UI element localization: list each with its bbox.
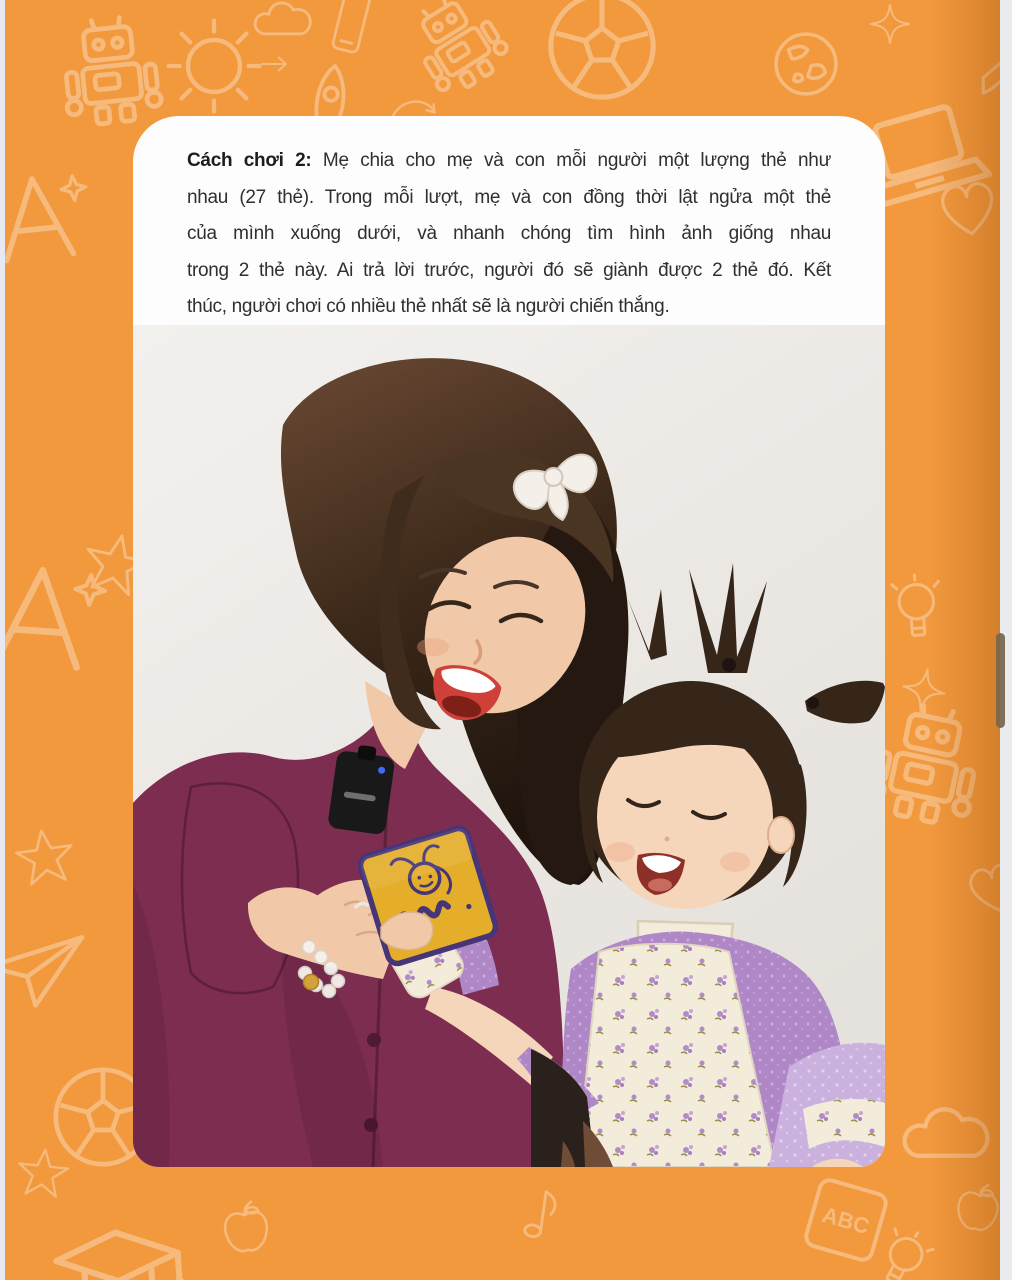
content-card: [133, 116, 885, 1167]
lightbulb-icon: [872, 1223, 936, 1280]
viewer-left-edge: [0, 0, 5, 1280]
cloud-icon: [255, 3, 310, 34]
apple-icon: [223, 1200, 270, 1252]
photo-illustration: [133, 325, 885, 1167]
scrollbar-thumb[interactable]: [996, 633, 1005, 728]
graduation-cap-icon: [55, 1228, 186, 1280]
instruction-line: thúc, người chơi có nhiều thẻ nhất sẽ là người chiến thắng.: [187, 296, 670, 317]
arrow-icon: [262, 58, 286, 71]
music-note-icon: [524, 1190, 557, 1239]
robot-icon: [400, 0, 514, 101]
child-ear: [768, 817, 794, 853]
abc-card-icon: [804, 1178, 888, 1262]
star-icon: [14, 827, 76, 886]
instruction-text: [133, 116, 885, 325]
globe-icon: [776, 34, 836, 94]
instruction-line: nhau (27 thẻ). Trong mỗi lượt, mẹ và con đồng thời lật ngửa một thẻ: [187, 186, 831, 208]
instruction-line: trong 2 thẻ này. Ai trả lời trước, người đó sẽ giành được 2 thẻ đó. Kết: [187, 259, 831, 281]
swirl-arrow-icon: [393, 102, 435, 116]
paper-plane-icon: [0, 928, 82, 1010]
smartphone-icon: [332, 0, 371, 53]
soccer-ball-icon: [551, 0, 653, 97]
robot-icon: [58, 14, 163, 127]
instruction-line: của mình xuống dưới, và nhanh chóng tìm hình ảnh giống nhau: [187, 223, 831, 244]
letter-a-icon: [0, 568, 106, 670]
letter-a-icon: [0, 174, 92, 261]
sun-icon: [169, 21, 260, 112]
page-edge-shadow: [928, 0, 1000, 1280]
sparkle-icon: [871, 5, 909, 43]
instruction-line: Cách chơi 2: Mẹ chia cho mẹ và con mỗi người một lượng thẻ như: [187, 150, 831, 171]
star-icon: [16, 1147, 69, 1197]
